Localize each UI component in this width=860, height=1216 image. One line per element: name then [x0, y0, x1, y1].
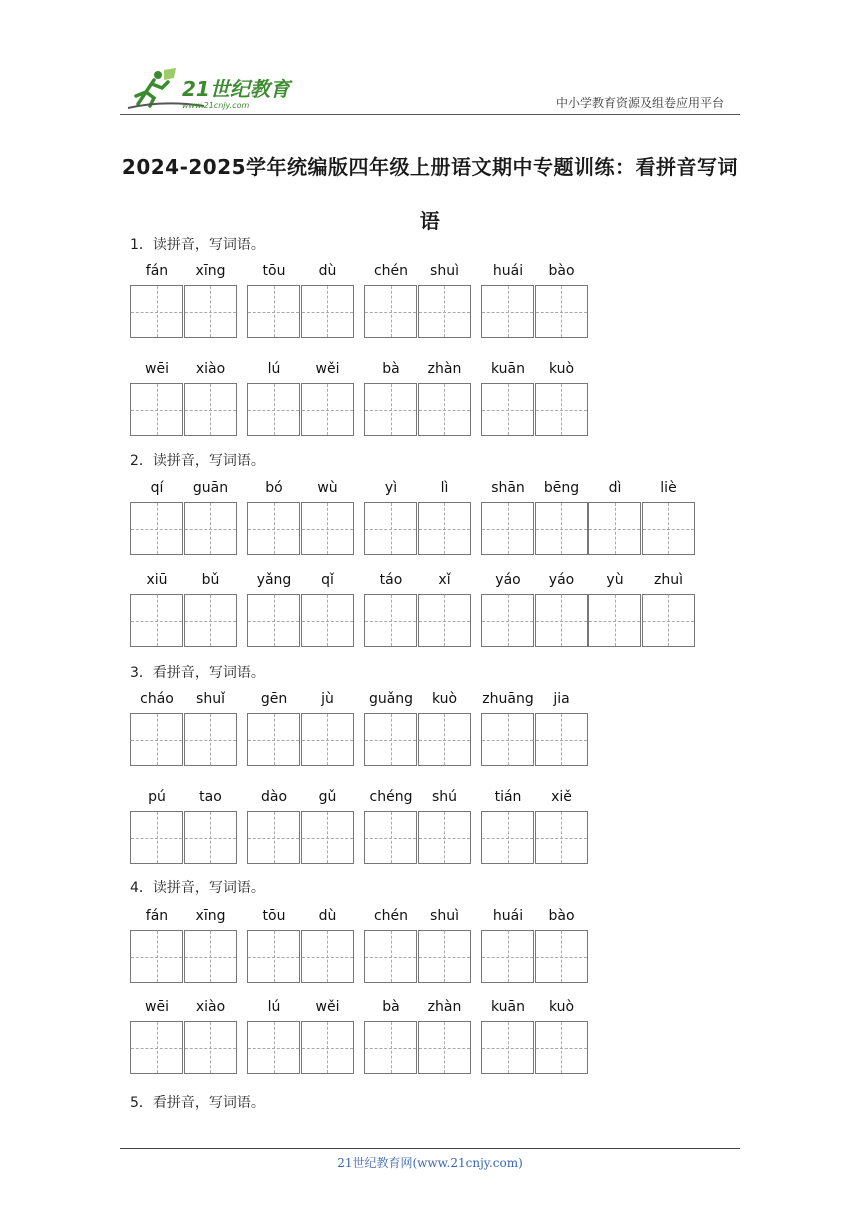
- tianzige-box[interactable]: [247, 502, 300, 555]
- tianzige-box[interactable]: [247, 811, 300, 864]
- tianzige-box[interactable]: [184, 930, 237, 983]
- pinyin-label: guǎng: [368, 691, 414, 707]
- tianzige-box[interactable]: [535, 285, 588, 338]
- tianzige-box[interactable]: [481, 285, 534, 338]
- header-tagline: 中小学教育资源及组卷应用平台: [555, 96, 724, 110]
- question-label-3: 3．看拼音，写词语。: [130, 665, 265, 681]
- pinyin-label: liè: [660, 480, 677, 496]
- tianzige-box[interactable]: [364, 713, 417, 766]
- pinyin-label: yì: [384, 480, 398, 496]
- pinyin-label: pú: [148, 789, 166, 805]
- tianzige-box[interactable]: [481, 930, 534, 983]
- pinyin-label: lì: [440, 480, 449, 496]
- pinyin-label: xiū: [146, 572, 168, 588]
- tianzige-box[interactable]: [247, 383, 300, 436]
- tianzige-box[interactable]: [535, 383, 588, 436]
- tianzige-box[interactable]: [418, 713, 471, 766]
- tianzige-box[interactable]: [535, 594, 588, 647]
- tianzige-box[interactable]: [247, 930, 300, 983]
- tianzige-box[interactable]: [364, 930, 417, 983]
- pinyin-label: bào: [548, 263, 575, 279]
- tianzige-box[interactable]: [418, 502, 471, 555]
- pinyin-label: guān: [192, 480, 229, 496]
- tianzige-box[interactable]: [301, 594, 354, 647]
- pinyin-label: yáo: [548, 572, 575, 588]
- question-label-1: 1．读拼音，写词语。: [130, 237, 265, 253]
- pinyin-label: yù: [606, 572, 624, 588]
- pinyin-label: yǎng: [256, 572, 292, 588]
- pinyin-label: gǔ: [318, 789, 337, 805]
- pinyin-label: bǔ: [201, 572, 220, 588]
- pinyin-label: shān: [491, 480, 525, 496]
- tianzige-box[interactable]: [130, 383, 183, 436]
- pinyin-label: qí: [150, 480, 164, 496]
- svg-text:www.21cnjy.com: www.21cnjy.com: [182, 101, 250, 110]
- tianzige-box[interactable]: [184, 285, 237, 338]
- tianzige-box[interactable]: [418, 930, 471, 983]
- pinyin-label: chéng: [369, 789, 413, 805]
- tianzige-box[interactable]: [301, 811, 354, 864]
- page-title: 2024-2025学年统编版四年级上册语文期中专题训练：看拼音写词语: [121, 155, 739, 233]
- tianzige-box[interactable]: [130, 502, 183, 555]
- tianzige-box[interactable]: [184, 502, 237, 555]
- pinyin-label: dù: [318, 908, 337, 924]
- pinyin-label: kuān: [490, 361, 525, 377]
- pinyin-label: dì: [608, 480, 622, 496]
- tianzige-box[interactable]: [247, 285, 300, 338]
- tianzige-box[interactable]: [184, 1021, 237, 1074]
- tianzige-box[interactable]: [364, 383, 417, 436]
- pinyin-label: zhàn: [427, 999, 462, 1015]
- pinyin-label: shú: [431, 789, 458, 805]
- tianzige-box[interactable]: [481, 383, 534, 436]
- tianzige-box[interactable]: [130, 594, 183, 647]
- tianzige-box[interactable]: [364, 811, 417, 864]
- pinyin-label: wēi: [145, 999, 169, 1015]
- tianzige-box[interactable]: [418, 594, 471, 647]
- tianzige-box[interactable]: [301, 383, 354, 436]
- pinyin-label: wēi: [145, 361, 169, 377]
- logo-21cnjy: [124, 66, 294, 112]
- tianzige-box[interactable]: [535, 502, 588, 555]
- pinyin-label: wěi: [315, 361, 340, 377]
- tianzige-box[interactable]: [130, 1021, 183, 1074]
- pinyin-label: zhàn: [427, 361, 462, 377]
- pinyin-label: huái: [492, 908, 524, 924]
- pinyin-label: lú: [267, 999, 281, 1015]
- tianzige-box[interactable]: [481, 594, 534, 647]
- pinyin-label: bào: [548, 908, 575, 924]
- pinyin-label: xīng: [195, 908, 226, 924]
- question-label-2: 2．读拼音，写词语。: [130, 453, 265, 469]
- pinyin-label: tao: [199, 789, 222, 805]
- pinyin-label: bà: [382, 361, 400, 377]
- pinyin-label: wù: [317, 480, 338, 496]
- tianzige-box[interactable]: [481, 1021, 534, 1074]
- svg-text:21世纪教育: 21世纪教育: [182, 77, 290, 101]
- footer-divider: [120, 1148, 740, 1149]
- pinyin-label: huái: [492, 263, 524, 279]
- pinyin-label: tián: [494, 789, 522, 805]
- tianzige-box[interactable]: [364, 285, 417, 338]
- tianzige-box[interactable]: [301, 1021, 354, 1074]
- pinyin-label: xiě: [551, 789, 572, 805]
- tianzige-box[interactable]: [642, 502, 695, 555]
- tianzige-box[interactable]: [364, 594, 417, 647]
- pinyin-label: táo: [379, 572, 403, 588]
- tianzige-box[interactable]: [130, 811, 183, 864]
- tianzige-box[interactable]: [247, 594, 300, 647]
- header-divider: [120, 114, 740, 115]
- pinyin-label: fán: [145, 263, 169, 279]
- page-header: [120, 66, 740, 116]
- tianzige-box[interactable]: [184, 811, 237, 864]
- pinyin-label: wěi: [315, 999, 340, 1015]
- tianzige-box[interactable]: [535, 1021, 588, 1074]
- tianzige-box[interactable]: [301, 930, 354, 983]
- tianzige-box[interactable]: [130, 930, 183, 983]
- question-label-5: 5．看拼音，写词语。: [130, 1095, 265, 1111]
- pinyin-label: kuò: [548, 999, 575, 1015]
- pinyin-label: qǐ: [321, 572, 334, 588]
- tianzige-box[interactable]: [418, 1021, 471, 1074]
- pinyin-label: dào: [260, 789, 288, 805]
- tianzige-box[interactable]: [364, 502, 417, 555]
- pinyin-label: bó: [265, 480, 283, 496]
- pinyin-label: zhuì: [654, 572, 683, 588]
- tianzige-box[interactable]: [301, 285, 354, 338]
- tianzige-box[interactable]: [535, 930, 588, 983]
- pinyin-label: kuò: [548, 361, 575, 377]
- pinyin-label: lú: [267, 361, 281, 377]
- pinyin-label: gēn: [260, 691, 288, 707]
- pinyin-label: xǐ: [438, 572, 451, 588]
- pinyin-label: kuān: [490, 999, 525, 1015]
- pinyin-label: chén: [373, 908, 409, 924]
- tianzige-box[interactable]: [247, 713, 300, 766]
- tianzige-box[interactable]: [588, 594, 641, 647]
- tianzige-box[interactable]: [184, 594, 237, 647]
- pinyin-label: xiào: [195, 999, 226, 1015]
- pinyin-label: zhuāng: [482, 691, 534, 707]
- pinyin-label: tōu: [262, 263, 286, 279]
- question-label-4: 4．读拼音，写词语。: [130, 880, 265, 896]
- pinyin-label: shuǐ: [196, 691, 225, 707]
- pinyin-label: jia: [553, 691, 570, 707]
- tianzige-box[interactable]: [247, 1021, 300, 1074]
- tianzige-box[interactable]: [418, 811, 471, 864]
- page-footer: 21世纪教育网(www.21cnjy.com): [337, 1156, 523, 1170]
- tianzige-box[interactable]: [184, 383, 237, 436]
- pinyin-label: dù: [318, 263, 337, 279]
- tianzige-box[interactable]: [535, 811, 588, 864]
- pinyin-label: cháo: [140, 691, 174, 707]
- pinyin-label: shuì: [430, 908, 459, 924]
- pinyin-label: xiào: [195, 361, 226, 377]
- tianzige-box[interactable]: [481, 502, 534, 555]
- pinyin-label: xīng: [195, 263, 226, 279]
- pinyin-label: shuì: [430, 263, 459, 279]
- tianzige-box[interactable]: [588, 502, 641, 555]
- tianzige-box[interactable]: [418, 285, 471, 338]
- tianzige-box[interactable]: [130, 285, 183, 338]
- tianzige-box[interactable]: [481, 713, 534, 766]
- tianzige-box[interactable]: [481, 811, 534, 864]
- pinyin-label: jù: [321, 691, 334, 707]
- pinyin-label: chén: [373, 263, 409, 279]
- tianzige-box[interactable]: [535, 713, 588, 766]
- tianzige-box[interactable]: [642, 594, 695, 647]
- tianzige-box[interactable]: [184, 713, 237, 766]
- tianzige-box[interactable]: [418, 383, 471, 436]
- tianzige-box[interactable]: [364, 1021, 417, 1074]
- tianzige-box[interactable]: [130, 713, 183, 766]
- pinyin-label: tōu: [262, 908, 286, 924]
- pinyin-label: kuò: [431, 691, 458, 707]
- pinyin-label: bēng: [543, 480, 580, 496]
- tianzige-box[interactable]: [301, 502, 354, 555]
- tianzige-box[interactable]: [301, 713, 354, 766]
- pinyin-label: fán: [145, 908, 169, 924]
- pinyin-label: yáo: [495, 572, 521, 588]
- pinyin-label: bà: [382, 999, 400, 1015]
